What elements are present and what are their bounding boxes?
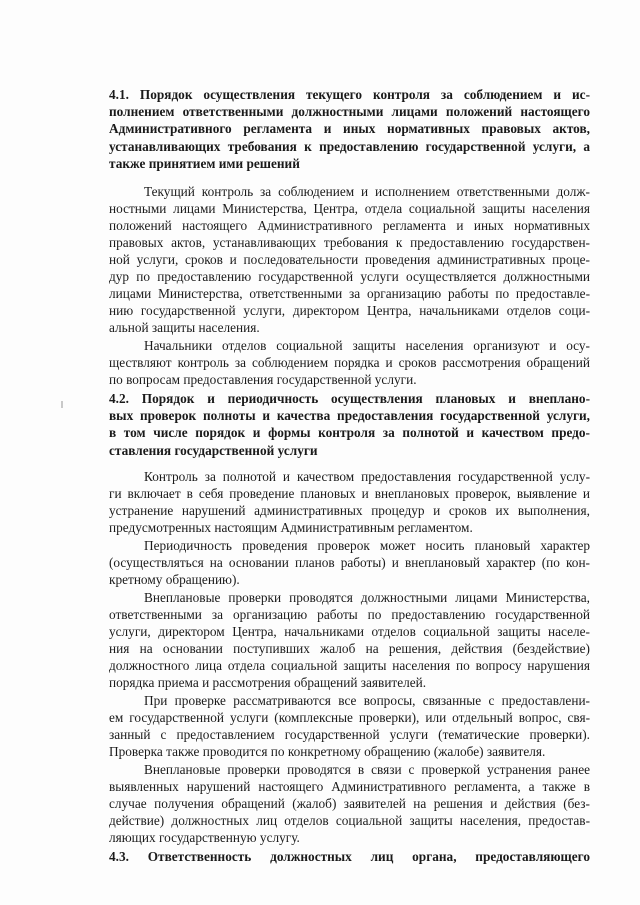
text-line: альной защиты населения. bbox=[109, 320, 260, 335]
text-line: устранение нарушений административных процедур и сроков их выполнения, bbox=[109, 503, 590, 518]
text-line: нию государственной услуги, директором Центра, начальниками отделов соци- bbox=[109, 303, 590, 318]
text-line: ги включает в себя проведение плановых и внеплановых проверок, выявление и bbox=[109, 486, 590, 501]
text-line: ния на основании поступивших жалоб на решения, действия (бездействие) bbox=[109, 641, 590, 656]
section-4-3-heading bbox=[109, 848, 590, 865]
text-line: кретному обращению). bbox=[109, 572, 240, 587]
paragraph bbox=[109, 468, 590, 536]
text-line: Начальники отделов социальной защиты населения организуют и осу- bbox=[144, 338, 590, 353]
text-line: должностного лица отдела социальной защиты населения по вопросу нарушения bbox=[109, 658, 590, 673]
paragraph bbox=[109, 183, 590, 336]
text-line: Внеплановые проверки проводятся должностными лицами Министерства, bbox=[144, 590, 590, 605]
heading-line: 4.1. Порядок осуществления текущего контроля за соблюдением и ис- bbox=[109, 87, 590, 102]
text-line: выявленных нарушений настоящего Административного регламента, а также в bbox=[109, 779, 590, 794]
text-line: лицами Министерства, ответственными за организацию работы по предоставле- bbox=[109, 286, 590, 301]
text-line: ответственными за организацию работы по предоставлению государственной bbox=[109, 607, 590, 622]
text-line: порядка приема и рассмотрения обращений заявителей. bbox=[109, 675, 427, 690]
text-line: дур по предоставлению государственной услуги осуществляется должностными bbox=[109, 269, 590, 284]
section-4-1-heading bbox=[109, 86, 590, 172]
text-line: ем государственной услуги (комплексные проверки), или отдельный вопрос, свя- bbox=[109, 710, 590, 725]
text-line: ляющих государственную услугу. bbox=[109, 830, 300, 845]
text-line: Периодичность проведения проверок может носить плановый характер bbox=[144, 538, 590, 553]
paragraph bbox=[109, 761, 590, 846]
text-line: Внеплановые проверки проводятся в связи с проверкой устранения ранее bbox=[144, 762, 590, 777]
paragraph bbox=[109, 589, 590, 691]
heading-line: устанавливающих требования к предоставлению государственной услуги, а bbox=[109, 138, 590, 154]
section-4-1-body bbox=[109, 183, 590, 389]
text-line: (осуществляться на основании планов работы) и внеплановый характер (по кон- bbox=[109, 555, 590, 570]
heading-line: 4.2. Порядок и периодичность осуществления плановых и внеплано- bbox=[109, 391, 590, 406]
text-line: услуги, директором Центра, начальниками отделов социальной защиты населе- bbox=[109, 624, 590, 639]
heading-line: ставления государственной услуги bbox=[109, 442, 318, 458]
section-4-2-heading bbox=[109, 390, 590, 459]
heading-line: вых проверок полноты и качества предоставления государственной услуги, bbox=[109, 408, 590, 424]
paragraph bbox=[109, 337, 590, 388]
text-line: случае получения обращений (жалоб) заявителей на решения и действия (без- bbox=[109, 796, 590, 811]
scan-artifact bbox=[61, 401, 63, 408]
heading-line: 4.3. Ответственность должностных лиц органа, предоставляющего bbox=[109, 849, 590, 864]
text-line: занный с предоставлением государственной услуги (тематические проверки). bbox=[109, 727, 590, 742]
text-line: Текущий контроль за соблюдением и исполнением ответственными долж- bbox=[144, 184, 590, 199]
text-line: ностными лицами Министерства, Центра, отдела социальной защиты населения bbox=[109, 201, 590, 216]
heading-line: Административного регламента и иных нормативных правовых актов, bbox=[109, 121, 590, 137]
text-line: правовых актов, устанавливающих требования к предоставлению государствен- bbox=[109, 235, 590, 250]
paragraph bbox=[109, 692, 590, 760]
heading-line: в том числе порядок и формы контроля за полнотой и качеством предо- bbox=[109, 425, 590, 441]
text-line: Проверка также проводится по конкретному обращению (жалобе) заявителя. bbox=[109, 744, 546, 759]
text-line: действие) должностных лиц отделов социальной защиты населения, предостав- bbox=[109, 813, 590, 828]
text-line: ществляют контроль за соблюдением порядка и сроков рассмотрения обращений bbox=[109, 355, 590, 370]
text-line: При проверке рассматриваются все вопросы, связанные с предоставлени- bbox=[144, 693, 590, 708]
text-line: ной услуги, сроков и последовательности проведения административных проце- bbox=[109, 252, 590, 267]
text-line: по вопросам предоставления государственной услуги. bbox=[109, 372, 417, 387]
heading-line: полнением ответственными должностными лицами положений настоящего bbox=[109, 104, 590, 120]
paragraph bbox=[109, 537, 590, 588]
section-4-2-body bbox=[109, 468, 590, 847]
text-line: предусмотренных настоящим Административным регламентом. bbox=[109, 520, 473, 535]
heading-line: также принятием ими решений bbox=[109, 155, 300, 171]
text-line: Контроль за полнотой и качеством предоставления государственной услу- bbox=[144, 469, 590, 484]
text-line: положений настоящего Административного регламента и иных нормативных bbox=[109, 218, 590, 233]
